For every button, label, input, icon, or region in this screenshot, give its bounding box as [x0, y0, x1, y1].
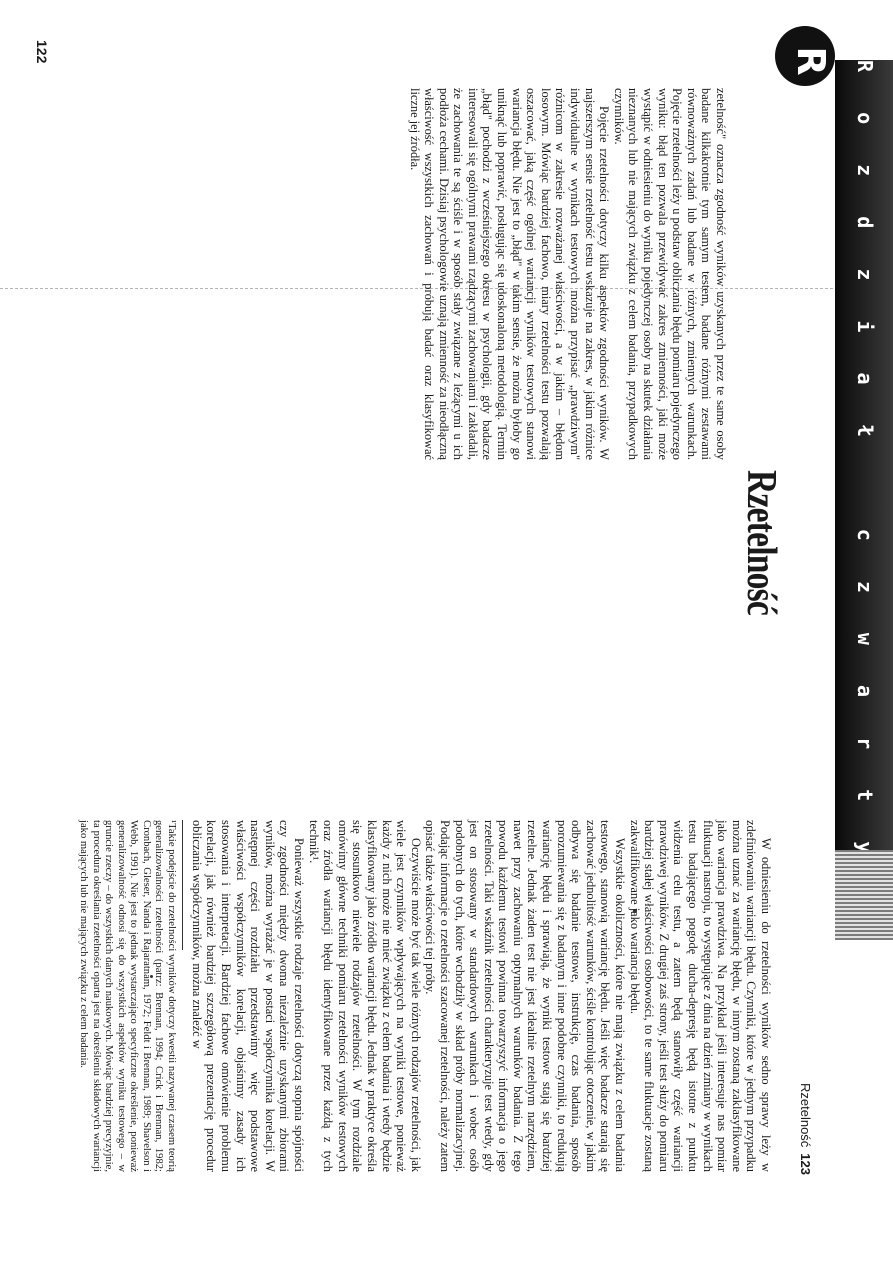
right-page-text [189, 820, 773, 1172]
right-paragraph-4: Ponieważ wszystkie rodzaje rzetelności dotyczą stopnia spójności czy zgodności między dwoma niezależnie uzyskanymi zbiorami wyników, można wyrażać je w postaci współczynnika korelacji. W następnej części rozdziału przedstawimy więc podstawowe właściwości współczynników korelacji, objaśnimy zasady ich stosowania i interpretacji. Bardziej fachowe omówienie problemu korelacji, jak również bardziej szczegółową prezentację procedur obliczania współczynników, można znaleźć w [189, 820, 306, 1172]
footnote: ¹Takie podejście do rzetelności wyników dotyczy kwestii nazywanej czasem teorią generalizowalności rzetelności (patrz: Brennan, 1994; Crick i Brennan, 1982; Cronbach, Gleser, Nanda i Rajaratnam, 1972; Feldt i Brennan, 1989; Shavelson i Webb, 1991). Nie jest to jednak wystarczająco specyficzne określenie, ponieważ generalizowalność odnosi się do wszystkich aspektów wyniku testowego – w gruncie rzeczy – do wszystkich danych naukowych. Mówiąc bardziej precyzyjnie, ta procedura określania rzetelności oparta jest na określeniu składowych wariancji jako mających lub nie mających związku z celem badania. [78, 820, 177, 1172]
left-page-number: 122 [34, 40, 50, 64]
left-page-text [407, 88, 728, 460]
chapter-label: R o z d z i a ł c z w a r t y [853, 60, 877, 868]
right-paragraph-3: Oczywiście może być tak wiele różnych rodzajów rzetelności, jak wiele jest czynników wpływających na wyniki testowe, ponieważ każdy z nich może nie mieć związku z celem badania i wtedy będzie klasyfikowany jako źródło wariancji błędu. Jednak w praktyce określa się stosunkowo niewiele rodzajów rzetelności. W tym rozdziale omówimy główne techniki pomiaru rzetelności wyników testowych oraz źródła wariancji błędu identyfikowane przez każdą z tych technik¹. [306, 820, 423, 1172]
chapter-header-bar [835, 60, 893, 868]
left-paragraph-1: zetelność" oznacza zgodność wyników uzyskanych przez te same osoby badane kilkakrotnie tym samym testem, badane różnymi zestawami równoważnych zadań lub badane w różnych, zmiennych warunkach. Pojęcie rzetelności leży u podstaw obliczania błędu pomiaru pojedynczego wyniku: błąd ten pozwala przewidywać zakres zmienności, jaki może wystąpić w odniesieniu do wyniku pojedynczej osoby na skutek działania nieznanych lub nie mających związku z celem badania, przypadkowych czynników. [611, 88, 728, 460]
left-paragraph-2: Pojęcie rzetelności dotyczy kilku aspektów zgodności wyników. W najszerszym sensie rzetelność testu wskazuje na zakres, w jakim różnice indywidualne w wynikach testowych można przypisać „prawdziwym" różnicom w zakresie rozważanej właściwości, a w jakim – błędom losowym. Mówiąc bardziej fachowo, miary rzetelności testu pozwalają oszacować, jaką część ogólnej wariancji wyników testowych stanowi wariancja błędu. Nie jest to „błąd" w takim sensie, że można byłoby go uniknąć lub poprawić, posługując się udoskonaloną metodologią. Termin „błąd" pochodzi z wcześniejszego okresu w psychologii, gdy badacze interesowali się ogólnymi prawami rządzącymi zachowaniami i zakładali, że zachowania te są ściśle i w sposób stały związane z leżącymi u ich podłoża cechami. Dzisiaj psychologowie uznają zmienność za nieodłączną właściwość wszystkich zachowań i próbują badać oraz klasyfikować liczne jej źródła. [407, 88, 612, 460]
right-paragraph-2: Wszystkie okoliczności, które nie mają związku z celem badania testowego, stanowią wariancję błędu. Jeśli więc badacze starają się zachować jednolitość warunków, ściśle kontrolując otoczenie, w jakim odbywa się badanie testowe, instrukcję, czas badania, sposób porozumiewania się z badanym i inne podobne czynniki, to redukują wariancję błędu i sprawiają, że wyniki testowe stają się bardziej rzetelne. Jednak żaden test nie jest idealnie rzetelnym narzędziem, nawet przy zachowaniu optymalnych warunków badania. Z tego powodu każdemu testowi powinna towarzyszyć informacja o jego rzetelności. Taki wskaźnik rzetelności charakteryzuje test wtedy, gdy jest on stosowany w standardowych warunkach i wobec osób podobnych do tych, które wchodziły w skład próby normalizacyjnej. Podając informacje o rzetelności szacowanej rzetelności, należy zatem opisać także właściwości tej próby. [423, 820, 628, 1172]
footnote-divider [182, 820, 183, 950]
right-paragraph-1: W odniesieniu do rzetelności wyników sedno sprawy leży w zdefiniowaniu wariancji błędu. Czynniki, które w jednym przypadku można uznać za wariancję błędu, w innym zostaną zaklasyfikowane jako wariancja prawdziwa. Na przykład jeśli interesuje nas pomiar fluktuacji nastroju, to występujące z dnia na dzień zmiany w wynikach testu badającego pogodę ducha-depresję będą istotne z punktu widzenia celu testu, a zatem będą stanowiły część wariancji prawdziwej wyników. Z drugiej zaś strony, jeśli test służy do pomiaru bardziej stałej właściwości osobowości, to te same fluktuacje zostaną zakwalifikowane jako wariancja błędu. [627, 820, 773, 1172]
drop-cap-letter: R [789, 46, 833, 76]
running-head [798, 1080, 813, 1175]
chapter-title: Rzetelność [738, 470, 784, 616]
right-page-number: 123 [798, 1153, 813, 1175]
running-head-title: Rzetelność [798, 1082, 813, 1148]
